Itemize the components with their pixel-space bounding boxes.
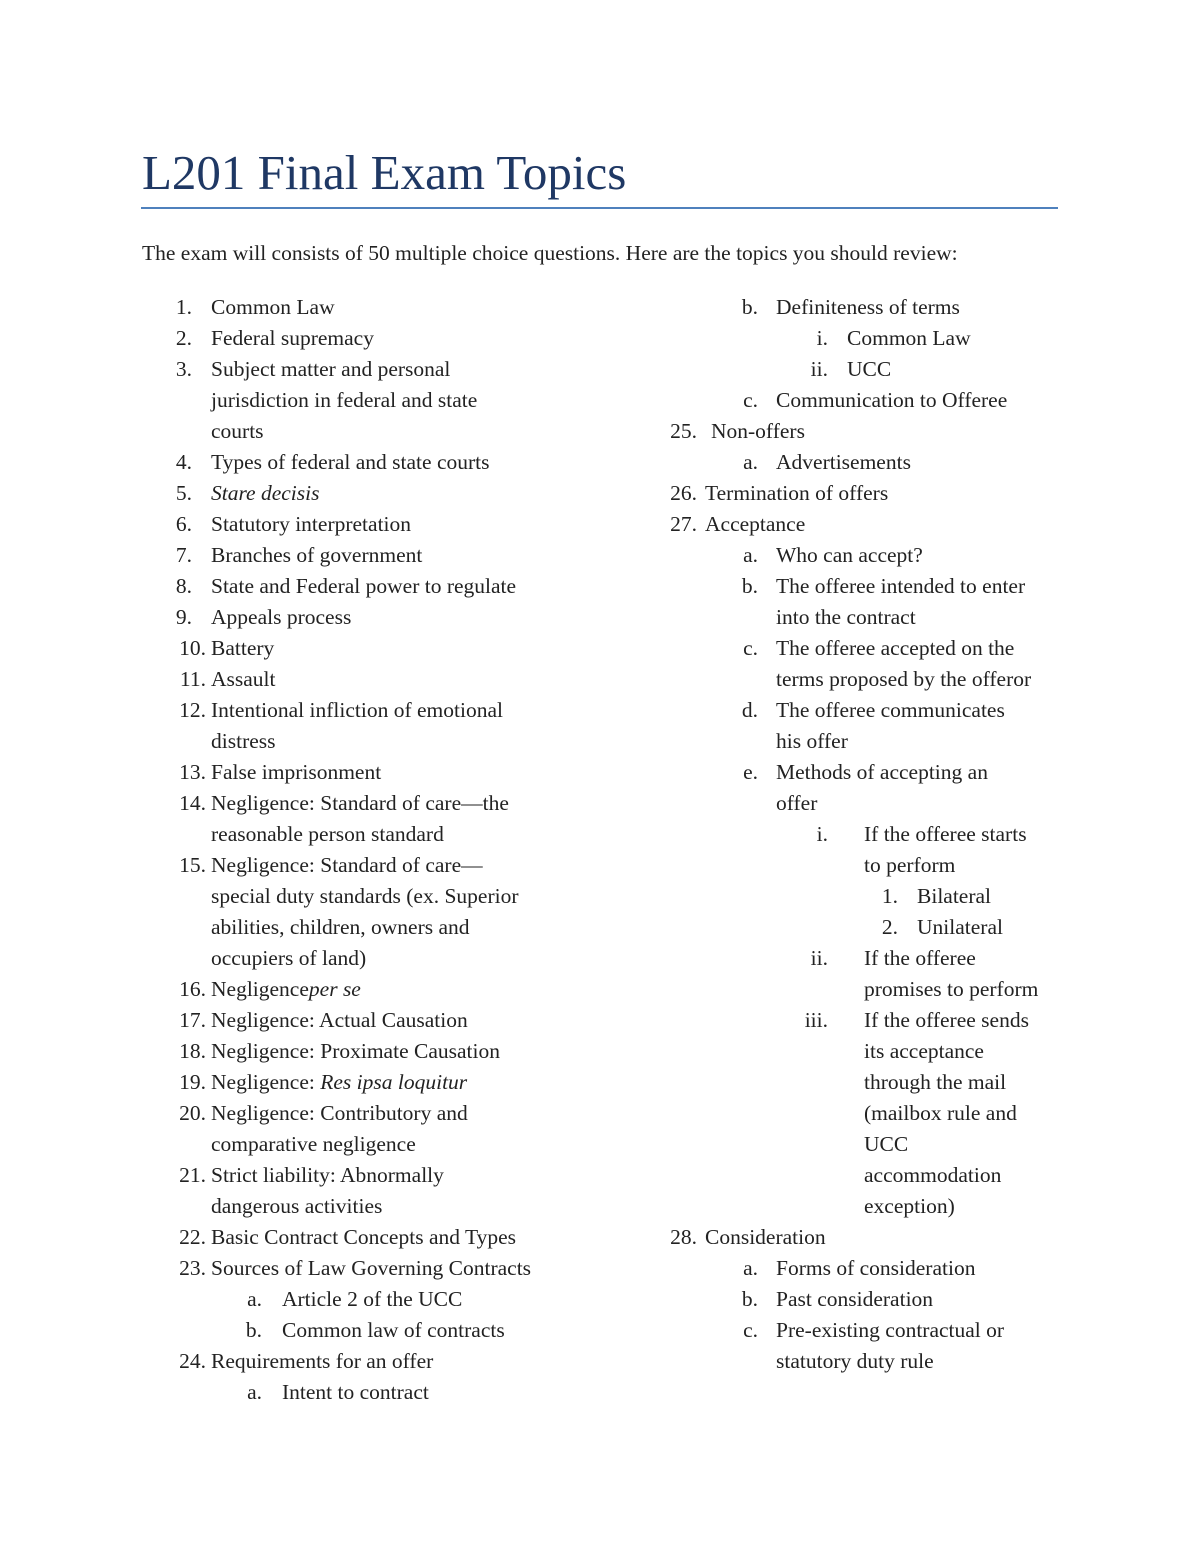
- list-item-text: reasonable person standard: [211, 822, 444, 846]
- list-item: [0, 1222, 640, 1253]
- list-marker: 4.: [175, 450, 192, 474]
- list-marker: 27.: [670, 512, 697, 536]
- list-item-text: Federal supremacy: [211, 326, 374, 350]
- list-item-text: accommodation: [864, 1163, 1002, 1187]
- list-item: [640, 1222, 1200, 1253]
- list-item: [640, 354, 1200, 385]
- list-item: [0, 1315, 640, 1346]
- list-item-text: Definiteness of terms: [776, 295, 960, 319]
- list-marker: 28.: [670, 1225, 697, 1249]
- list-item: [640, 478, 1200, 509]
- list-item: [0, 292, 640, 323]
- list-marker: c.: [743, 388, 758, 412]
- list-item-text: occupiers of land): [211, 946, 367, 970]
- list-item: [640, 757, 1200, 819]
- list-marker: 13.: [179, 760, 206, 784]
- list-marker: c.: [743, 636, 758, 660]
- list-marker: i.: [816, 822, 828, 846]
- list-marker: 15.: [179, 853, 206, 877]
- list-item-text: Basic Contract Concepts and Types: [211, 1225, 517, 1249]
- list-item: [640, 633, 1200, 695]
- list-marker: a.: [743, 543, 758, 567]
- list-item-text: Negligence: Standard of care—the: [211, 791, 509, 815]
- list-item-text: Pre-existing contractual or: [776, 1318, 1005, 1342]
- list-item: [0, 850, 640, 974]
- list-item-text: Unilateral: [917, 915, 1003, 939]
- list-marker: a.: [743, 450, 758, 474]
- list-item-text: [211, 974, 361, 1005]
- list-item: [0, 695, 640, 757]
- list-item-text: Common Law: [847, 326, 971, 350]
- list-marker: 23.: [179, 1256, 206, 1280]
- list-item-text: If the offeree starts: [864, 822, 1027, 846]
- list-item-text: If the offeree: [864, 946, 976, 970]
- list-item-text: False imprisonment: [211, 760, 382, 784]
- list-item-text: Article 2 of the UCC: [282, 1287, 463, 1311]
- list-marker: 17.: [179, 1008, 206, 1032]
- list-item: [640, 912, 1200, 943]
- list-marker: 5.: [175, 481, 192, 505]
- list-item: [0, 1377, 640, 1408]
- topic-list-right-column: [640, 292, 1200, 1377]
- list-item-text: abilities, children, owners and: [211, 915, 470, 939]
- list-marker: 24.: [179, 1349, 206, 1373]
- list-marker: 14.: [179, 791, 206, 815]
- list-item-text: terms proposed by the offeror: [776, 667, 1032, 691]
- list-item: [0, 1005, 640, 1036]
- list-item-text: Negligence: Proximate Causation: [211, 1039, 500, 1063]
- list-item-text: Forms of consideration: [776, 1256, 976, 1280]
- list-item-text: (mailbox rule and: [864, 1101, 1017, 1125]
- list-item: [640, 1253, 1200, 1284]
- list-item: [640, 695, 1200, 757]
- list-item: [640, 323, 1200, 354]
- page-title: L201 Final Exam Topics: [142, 145, 627, 200]
- list-marker: i.: [816, 326, 828, 350]
- list-item: [0, 447, 640, 478]
- list-item-text: jurisdiction in federal and state: [211, 388, 478, 412]
- list-item-text: Negligence: Standard of care—: [211, 853, 483, 877]
- list-marker: 20.: [179, 1101, 206, 1125]
- list-marker: 10.: [179, 636, 206, 660]
- list-marker: 7.: [175, 543, 192, 567]
- list-marker: 3.: [175, 357, 192, 381]
- intro-paragraph: The exam will consists of 50 multiple choice questions. Here are the topics you should review:: [142, 241, 958, 265]
- list-item: [0, 1098, 640, 1160]
- list-item: [640, 509, 1200, 540]
- list-item-text: Advertisements: [776, 450, 911, 474]
- list-item-text: Statutory interpretation: [211, 512, 412, 536]
- list-item-text: Branches of government: [211, 543, 423, 567]
- list-item: [0, 1253, 640, 1284]
- list-item: [0, 602, 640, 633]
- list-item: [640, 1315, 1200, 1377]
- list-item-text: Bilateral: [917, 884, 992, 908]
- list-item: [0, 571, 640, 602]
- list-item: [640, 1005, 1200, 1222]
- list-marker: 16.: [179, 977, 206, 1001]
- list-item-text: Appeals process: [211, 605, 352, 629]
- list-item: [640, 416, 1200, 447]
- list-item: [0, 1036, 640, 1067]
- list-marker: 25.: [670, 419, 697, 443]
- title-underline: [141, 207, 1058, 209]
- list-item-text: Subject matter and personal: [211, 357, 451, 381]
- list-item: [0, 664, 640, 695]
- list-item: [0, 757, 640, 788]
- list-item-text: Stare decisis: [211, 481, 320, 505]
- list-marker: a.: [247, 1287, 262, 1311]
- list-item-text: to perform: [864, 853, 956, 877]
- list-item-text: his offer: [776, 729, 848, 753]
- list-item-text: its acceptance: [864, 1039, 984, 1063]
- list-marker: 21.: [179, 1163, 206, 1187]
- list-item-text-plain: Negligence: [211, 977, 309, 1001]
- list-marker: 1.: [881, 884, 898, 908]
- list-marker: a.: [743, 1256, 758, 1280]
- list-marker: 2.: [881, 915, 898, 939]
- list-item-text: promises to perform: [864, 977, 1039, 1001]
- list-item-text: The offeree communicates: [776, 698, 1005, 722]
- list-item: [0, 1067, 640, 1098]
- list-marker: 8.: [175, 574, 192, 598]
- list-marker: b.: [741, 295, 758, 319]
- list-item: [0, 1284, 640, 1315]
- list-item-text: exception): [864, 1194, 955, 1218]
- list-item-text: Consideration: [705, 1225, 826, 1249]
- list-item: [0, 788, 640, 850]
- list-item-text: comparative negligence: [211, 1132, 416, 1156]
- list-marker: 1.: [175, 295, 192, 319]
- list-marker: 12.: [179, 698, 206, 722]
- list-item: [0, 1160, 640, 1222]
- list-item-text-italic: Res ipsa loquitur: [320, 1070, 468, 1094]
- list-marker: 26.: [670, 481, 697, 505]
- list-marker: b.: [741, 574, 758, 598]
- list-item: [0, 1346, 640, 1377]
- list-item: [640, 881, 1200, 912]
- list-marker: a.: [247, 1380, 262, 1404]
- list-marker: e.: [743, 760, 758, 784]
- list-item: [640, 447, 1200, 478]
- list-marker: 18.: [179, 1039, 206, 1063]
- list-item-text: Methods of accepting an: [776, 760, 988, 784]
- list-item-text: distress: [211, 729, 276, 753]
- list-item: [640, 292, 1200, 323]
- list-item-text: Who can accept?: [776, 543, 923, 567]
- list-item: [640, 943, 1200, 1005]
- list-item: [640, 1284, 1200, 1315]
- list-item: [640, 385, 1200, 416]
- list-item-text: statutory duty rule: [776, 1349, 934, 1373]
- list-marker: 19.: [179, 1070, 206, 1094]
- list-item-text: Non-offers: [711, 419, 805, 443]
- list-item: [0, 478, 640, 509]
- list-item-text: State and Federal power to regulate: [211, 574, 517, 598]
- list-item: [640, 819, 1200, 881]
- list-item-text: If the offeree sends: [864, 1008, 1029, 1032]
- list-item: [0, 974, 640, 1005]
- list-item-text: Intent to contract: [282, 1380, 429, 1404]
- list-item: [0, 354, 640, 447]
- list-item-text: Sources of Law Governing Contracts: [211, 1256, 532, 1280]
- list-item-text: Common law of contracts: [282, 1318, 505, 1342]
- list-item-text: Strict liability: Abnormally: [211, 1163, 444, 1187]
- list-item-text: Communication to Offeree: [776, 388, 1008, 412]
- list-item-text: UCC: [864, 1132, 909, 1156]
- list-marker: iii.: [804, 1008, 828, 1032]
- list-item-text: UCC: [847, 357, 892, 381]
- list-item-text: Negligence: Contributory and: [211, 1101, 468, 1125]
- list-item-text: Battery: [211, 636, 275, 660]
- list-item-text: through the mail: [864, 1070, 1007, 1094]
- list-marker: 9.: [175, 605, 192, 629]
- list-item-text: Past consideration: [776, 1287, 934, 1311]
- list-item-text: Types of federal and state courts: [211, 450, 490, 474]
- list-item-text: dangerous activities: [211, 1194, 383, 1218]
- list-marker: b.: [245, 1318, 262, 1342]
- list-item-text-plain: Negligence:: [211, 1070, 321, 1094]
- list-item-text: courts: [211, 419, 264, 443]
- list-marker: c.: [743, 1318, 758, 1342]
- list-marker: ii.: [810, 946, 828, 970]
- list-item-text: special duty standards (ex. Superior: [211, 884, 519, 908]
- list-item-text: into the contract: [776, 605, 916, 629]
- list-marker: d.: [741, 698, 758, 722]
- list-item-text: The offeree intended to enter: [776, 574, 1026, 598]
- list-marker: 6.: [175, 512, 192, 536]
- list-item-text: Negligence: Actual Causation: [211, 1008, 468, 1032]
- list-marker: 2.: [175, 326, 192, 350]
- list-item: [0, 540, 640, 571]
- list-item: [0, 509, 640, 540]
- list-item-text: Assault: [211, 667, 276, 691]
- list-item-text: The offeree accepted on the: [776, 636, 1015, 660]
- list-item: [640, 540, 1200, 571]
- list-item-text: Common Law: [211, 295, 335, 319]
- list-item: [640, 571, 1200, 633]
- list-marker: 22.: [179, 1225, 206, 1249]
- list-item: [0, 323, 640, 354]
- list-item-text: offer: [776, 791, 818, 815]
- list-item-text: Requirements for an offer: [211, 1349, 434, 1373]
- list-item: [0, 633, 640, 664]
- list-item-text: Intentional infliction of emotional: [211, 698, 503, 722]
- list-marker: 11.: [179, 667, 206, 691]
- topic-list-left-column: [0, 292, 640, 1408]
- list-marker: b.: [741, 1287, 758, 1311]
- list-item-text: Acceptance: [705, 512, 806, 536]
- list-marker: ii.: [810, 357, 828, 381]
- list-item-text: [211, 1067, 467, 1098]
- list-item-text-italic: per se: [308, 977, 361, 1001]
- list-item-text: Termination of offers: [705, 481, 889, 505]
